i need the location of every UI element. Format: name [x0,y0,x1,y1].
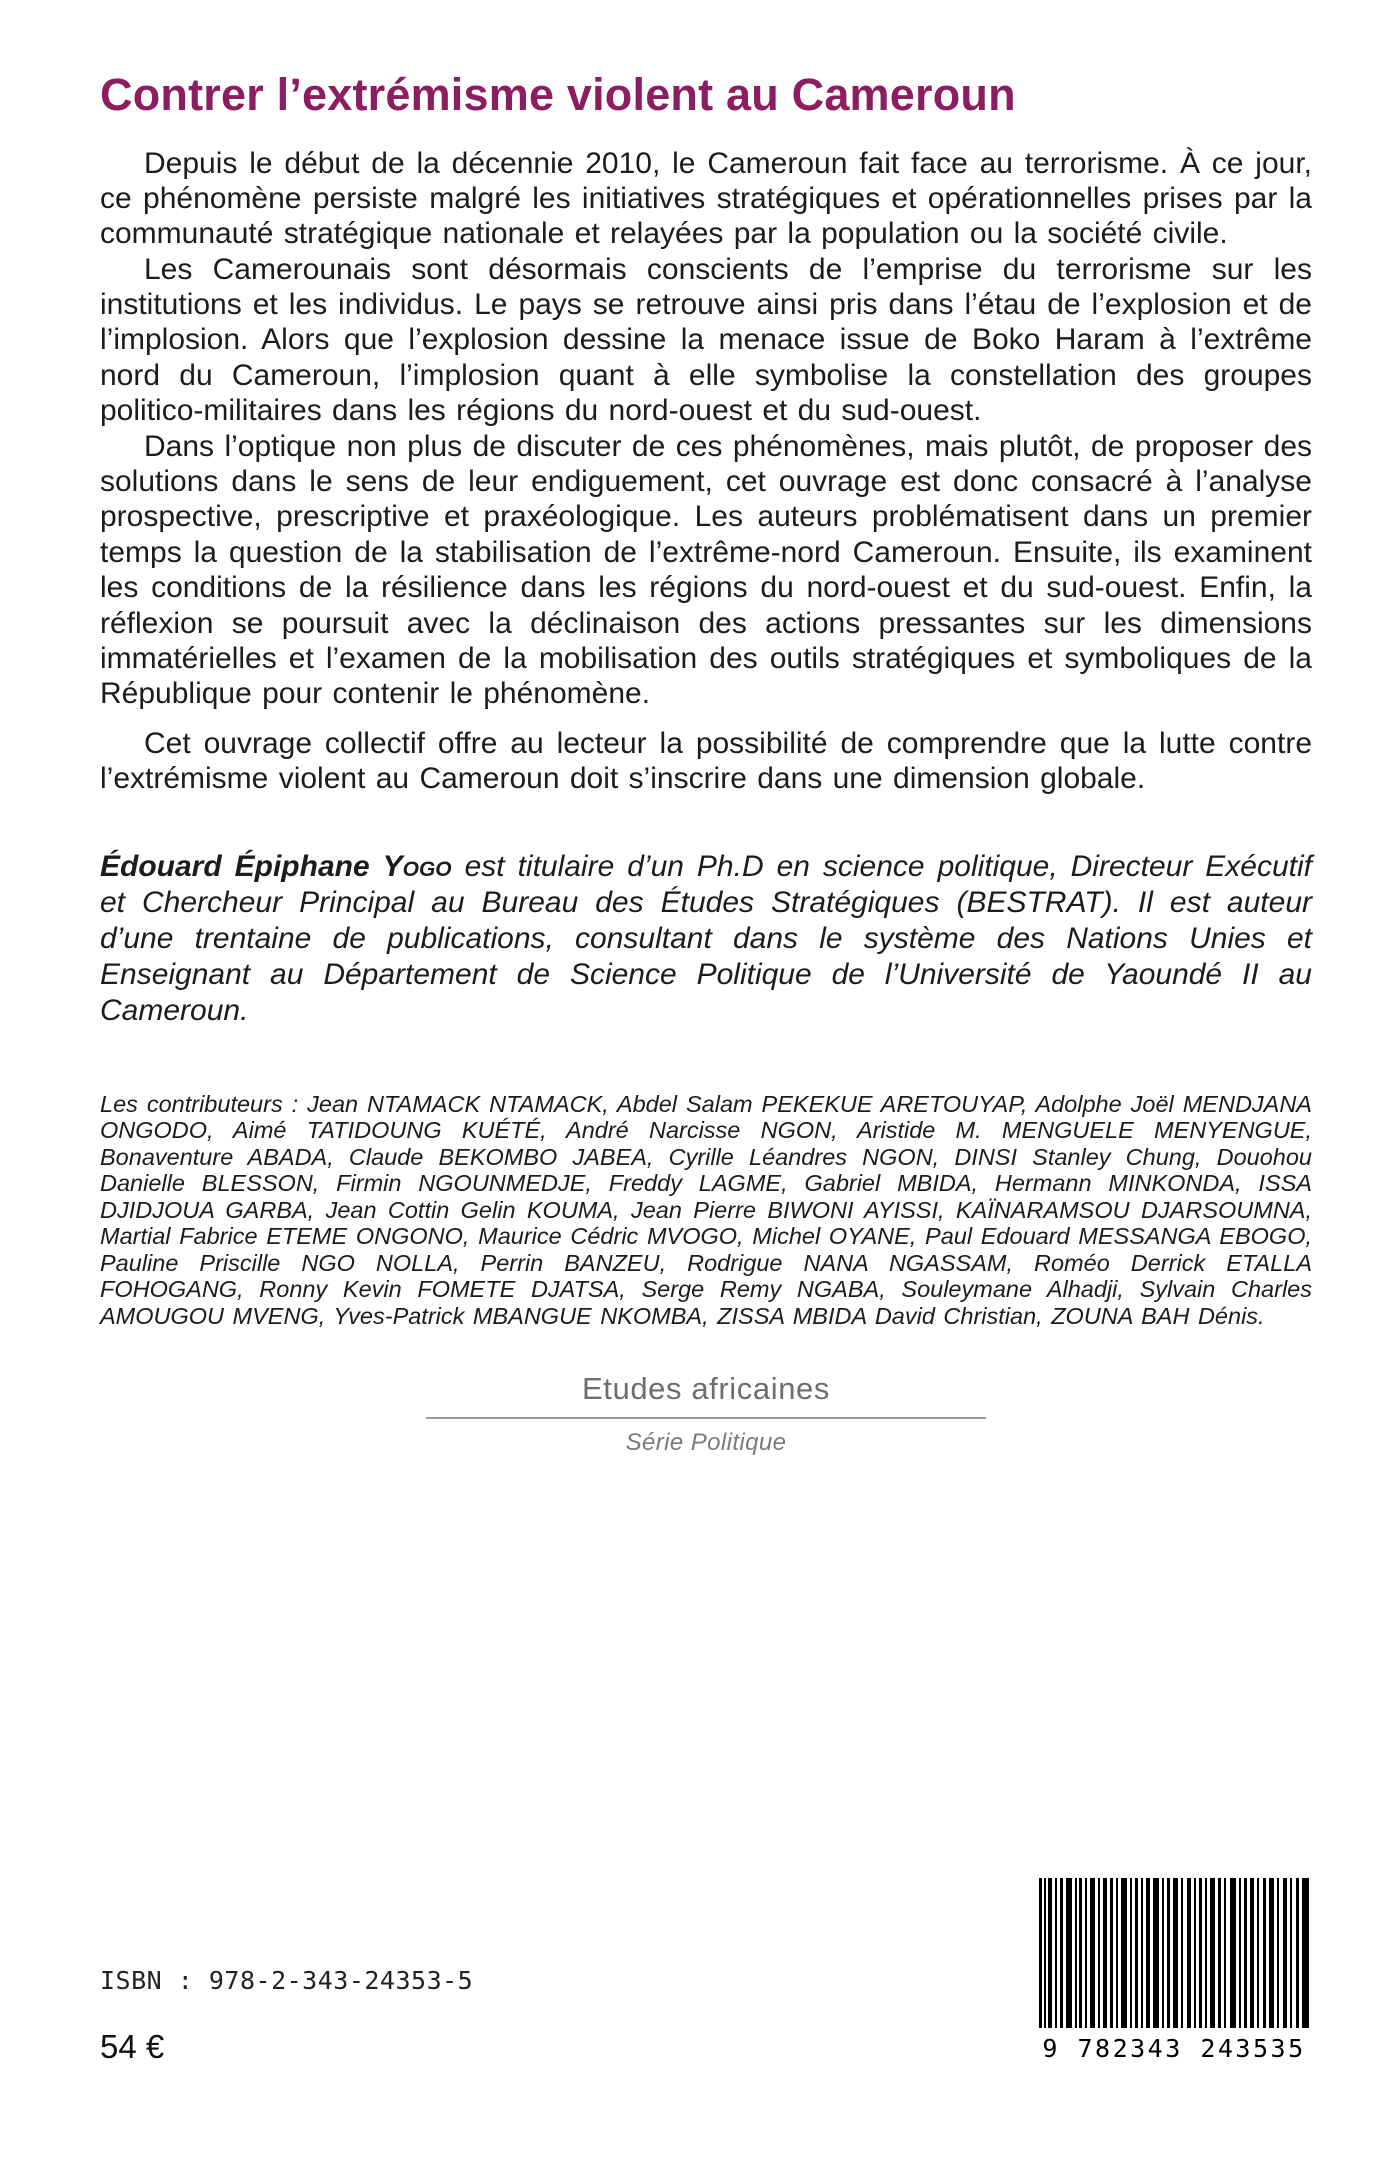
price-label: 54 € [100,2028,165,2065]
author-name-first: Édouard Épiphane [100,849,383,883]
synopsis-paragraph-1: Depuis le début de la décennie 2010, le Cameroun fait face au terrorisme. À ce jour, ce phénomène persiste malgré les initiatives stratégiques et opérationnelles prises par la communauté stratégique nationale et relayées par la population ou la société civile. [100,146,1312,251]
author-bio [100,849,1312,1029]
collection-name: Etudes africaines [426,1371,986,1419]
page-title: Contrer l’extrémisme violent au Cameroun [100,69,1016,120]
author-bio-text: est titulaire d’un Ph.D en science politique, Directeur Exécutif et Chercheur Principal au Bureau des Études Stratégiques (BESTRAT). Il est auteur d’une trentaine de publications, consultant dans le système des Nations Unies et Enseignant au Département de Science Politique de l’Université de Yaoundé II au Cameroun. [100,849,1312,1027]
barcode-bars-icon [1039,1878,1309,2028]
isbn-label: ISBN : 978-2-343-24353-5 [100,1966,474,1995]
collection-series: Série Politique [625,1429,787,1457]
ean-barcode [1036,1878,1312,2063]
back-cover-content [0,70,1400,1457]
synopsis-paragraph-2: Les Camerounais sont désormais conscients de l’emprise du terrorisme sur les institutions et les individus. Le pays se retrouve ainsi pris dans l’étau de l’explosion et de l’implosion. Alors que l’explosion dessine la menace issue de Boko Haram à l’extrême nord du Cameroun, l’implosion quant à elle symbolise la constellation des groupes politico-militaires dans les régions du nord-ouest et du sud-ouest. [100,252,1312,428]
contributors-list: Les contributeurs : Jean NTAMACK NTAMACK, Abdel Salam PEKEKUE ARETOUYAP, Adolphe Joël MENDJANA ONGODO, Aimé TATIDOUNG KUÉTÉ, André Narcisse NGON, Aristide M. MENGUELE MENYENGUE, Bonaventure ABADA, Claude BEKOMBO JABEA, Cyrille Léandres NGON, DINSI Stanley Chung, Douohou Danielle BLESSON, Firmin NGOUNMEDJE, Freddy LAGME, Gabriel MBIDA, Hermann MINKONDA, ISSA DJIDJOUA GARBA, Jean Cottin Gelin KOUMA, Jean Pierre BIWONI AYISSI, KAÏNARAMSOU DJARSOUMNA, Martial Fabrice ETEME ONGONO, Maurice Cédric MVOGO, Michel OYANE, Paul Edouard MESSANGA EBOGO, Pauline Priscille NGO NOLLA, Perrin BANZEU, Rodrigue NANA NGASSAM, Roméo Derrick ETALLA FOHOGANG, Ronny Kevin FOMETE DJATSA, Serge Remy NGABA, Souleymane Alhadji, Sylvain Charles AMOUGOU MVENG, Yves-Patrick MBANGUE NKOMBA, ZISSA MBIDA David Christian, ZOUNA BAH Dénis. [100,1090,1312,1329]
author-name [100,850,452,883]
collection-block [100,1371,1312,1457]
synopsis-paragraph-4: Cet ouvrage collectif offre au lecteur la possibilité de comprendre que la lutte contre l’extrémisme violent au Cameroun doit s’inscrire dans une dimension globale. [100,726,1312,796]
author-name-last: Yogo [382,849,452,883]
barcode-digits: 9 782343 243535 [1042,2034,1306,2063]
synopsis-paragraph-3: Dans l’optique non plus de discuter de ces phénomènes, mais plutôt, de proposer des solutions dans le sens de leur endiguement, cet ouvrage est donc consacré à l’analyse prospective, prescriptive et praxéologique. Les auteurs problématisent dans un premier temps la question de la stabilisation de l’extrême-nord Cameroun. Ensuite, ils examinent les conditions de la résilience dans les régions du nord-ouest et du sud-ouest. Enfin, la réflexion se poursuit avec la déclinaison des actions pressantes sur les dimensions immatérielles et l’examen de la mobilisation des outils stratégiques et symboliques de la République pour contenir le phénomène. [100,429,1312,711]
